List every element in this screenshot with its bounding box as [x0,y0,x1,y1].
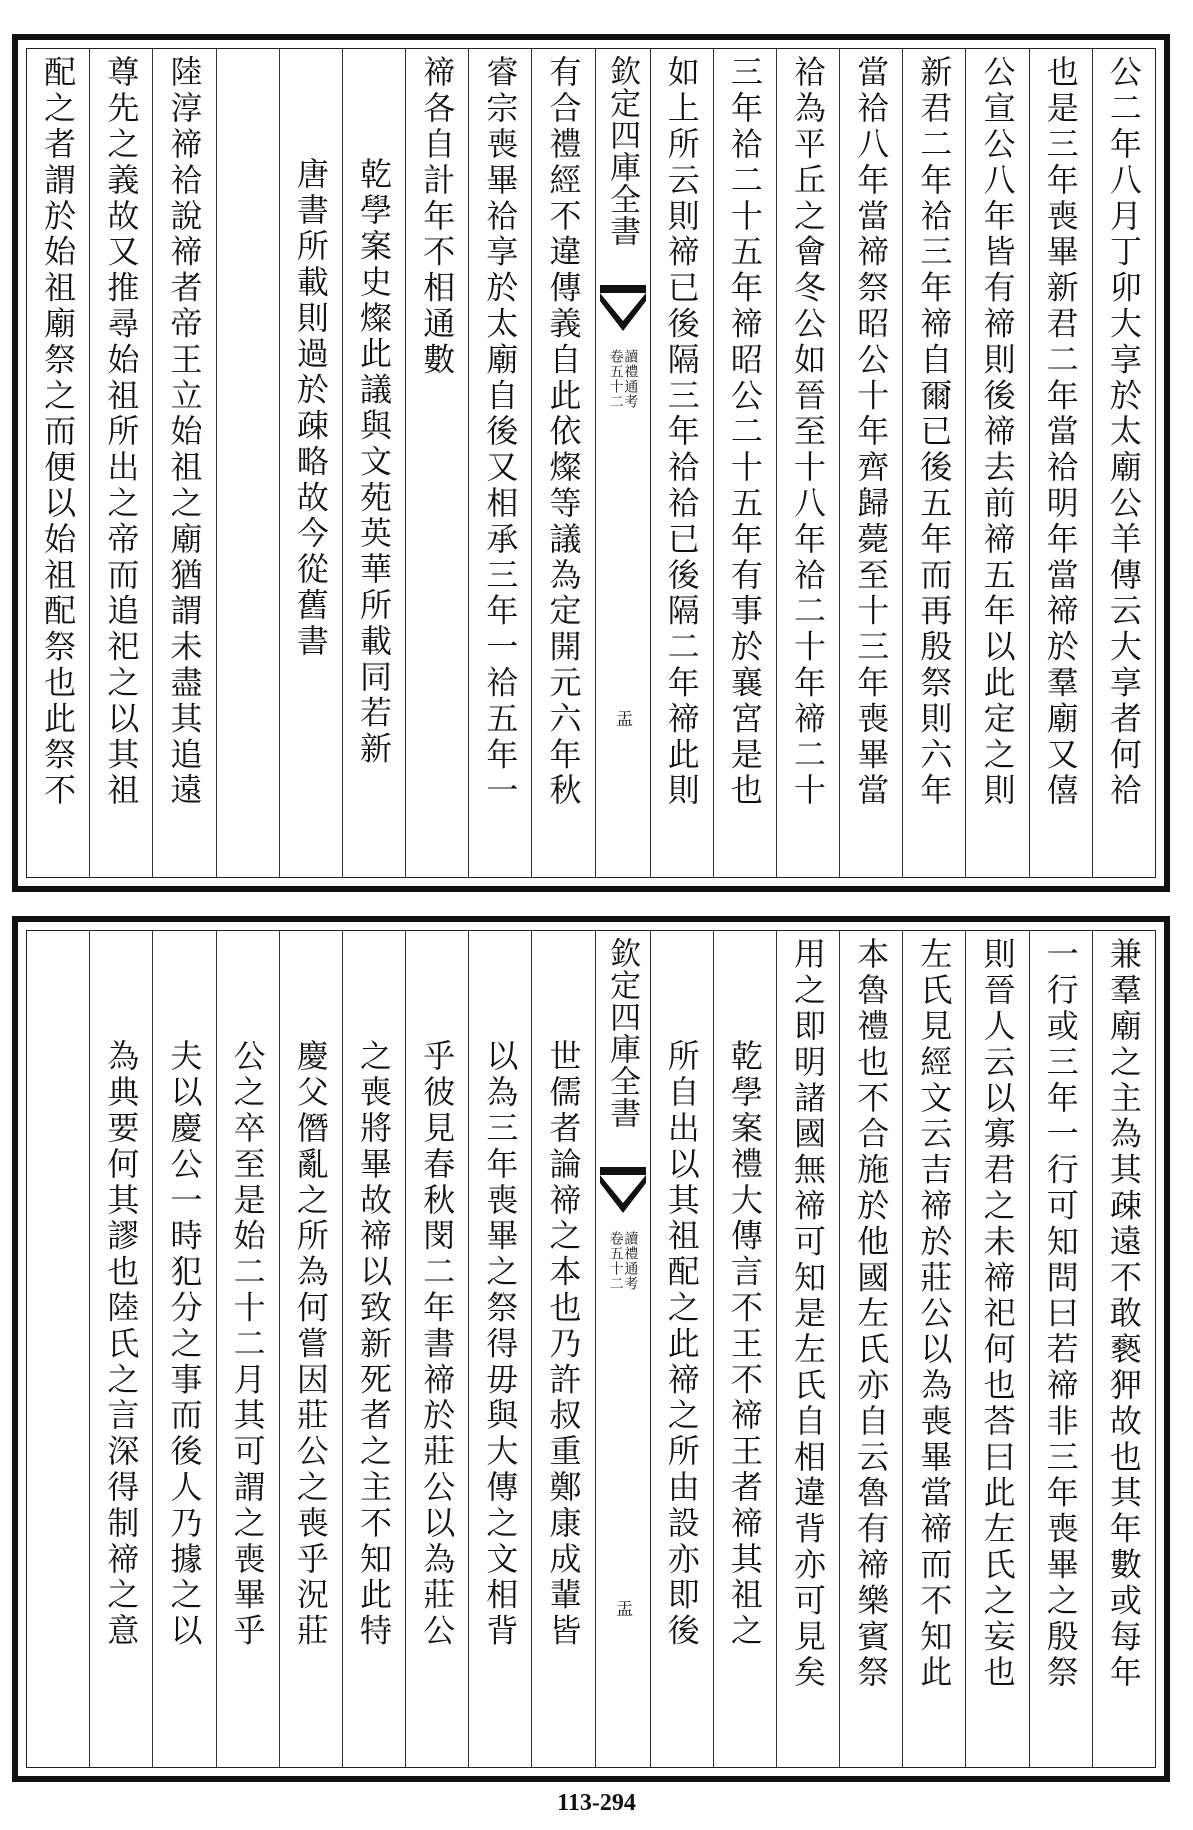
column-text: 本魯禮也不合施於他國左氏亦自云魯有禘樂賓祭 [852,937,891,1691]
volume-juan: 卷五十二 [607,349,624,409]
page-number: 盂 [612,710,633,727]
column-text: 當祫八年當禘祭昭公十年齊歸薨至十三年喪畢當 [852,55,891,809]
text-column [468,49,531,877]
volume-book: 讀禮通考 [622,1231,639,1291]
column-text: 公宣公八年皆有禘則後禘去前禘五年以此定之則 [978,55,1017,809]
text-column [965,49,1028,877]
column-text: 新君二年祫三年禘自爾已後五年而再殷祭則六年 [915,55,954,809]
volume-label [608,349,637,409]
page-text-grid [26,930,1156,1768]
column-text: 公二年八月丁卯大享於太廟公羊傳云大享者何祫 [1104,55,1143,809]
text-column [1092,49,1155,877]
column-text: 乾學案史燦此議與文苑英華所載同若新 [355,157,394,768]
text-column [405,49,468,877]
column-text: 公之卒至是始二十二月其可謂之喪畢乎 [228,1039,267,1650]
page-number: 盂 [612,1600,633,1617]
column-text: 禘各自計年不相通數 [418,55,457,379]
column-text: 三年祫二十五年禘昭公二十五年有事於襄宮是也 [725,55,764,809]
page-text-grid [26,48,1156,878]
text-column [152,931,215,1767]
text-column [89,931,152,1767]
column-text: 睿宗喪畢祫享於太廟自後又相承三年一祫五年一 [481,55,520,809]
text-column [776,49,839,877]
text-column [650,931,713,1767]
center-fold [595,49,650,877]
text-column [713,931,776,1767]
text-column [531,49,594,877]
column-text: 所自出以其祖配之此禘之所由設亦即後 [662,1039,701,1650]
column-text: 為典要何其謬也陸氏之言深得制禘之意 [102,1039,141,1650]
column-text: 夫以慶公一時犯分之事而後人乃據之以 [165,1039,204,1650]
fish-tail-ornament [600,1167,646,1217]
column-text: 慶父僭亂之所為何嘗因莊公之喪乎況莊 [291,1039,330,1650]
column-text: 乾學案禮大傳言不王不禘王者禘其祖之 [725,1039,764,1650]
text-column [89,49,152,877]
column-text: 如上所云則禘已後隔三年祫祫已後隔二年禘此則 [662,55,701,809]
column-text: 配之者謂於始祖廟祭之而便以始祖配祭也此祭不 [39,55,78,809]
text-column [839,49,902,877]
column-text: 唐書所載則過於疎略故今從舊書 [291,157,330,660]
text-column [152,49,215,877]
column-text: 則晉人云以寡君之未禘祀何也荅曰此左氏之妄也 [978,937,1017,1691]
text-column [27,49,89,877]
column-text: 乎彼見春秋閔二年書禘於莊公以為莊公 [418,1039,457,1650]
column-text: 祫為平丘之會冬公如晉至十八年祫二十年禘二十 [789,55,828,809]
column-text: 左氏見經文云吉禘於莊公以為喪畢當禘而不知此 [915,937,954,1691]
text-column [279,931,342,1767]
book-title: 欽定四庫全書 [604,937,641,1129]
text-column [216,931,279,1767]
text-column [27,931,89,1767]
column-text: 之喪將畢故禘以致新死者之主不知此特 [355,1039,394,1650]
fish-tail-ornament [600,285,646,335]
volume-juan: 卷五十二 [607,1231,624,1291]
text-column [216,49,279,877]
footer-page-reference: 113-294 [557,1790,636,1816]
column-text: 有合禮經不違傳義自此依燦等議為定開元六年秋 [544,55,583,809]
text-column [839,931,902,1767]
column-text: 也是三年喪畢新君二年當祫明年當禘於羣廟又僖 [1041,55,1080,809]
center-fold [595,931,650,1767]
text-column [902,49,965,877]
text-column [342,49,405,877]
column-text: 用之即明諸國無禘可知是左氏自相違背亦可見矣 [789,937,828,1691]
text-column [965,931,1028,1767]
text-column [1029,49,1092,877]
text-column [1029,931,1092,1767]
text-column [531,931,594,1767]
text-column [776,931,839,1767]
page-panel-bottom [12,916,1170,1782]
text-column [902,931,965,1767]
volume-book: 讀禮通考 [622,349,639,409]
column-text: 陸淳禘祫說禘者帝王立始祖之廟猶謂未盡其追遠 [165,55,204,809]
text-column [405,931,468,1767]
text-column [342,931,405,1767]
text-column [713,49,776,877]
column-text: 以為三年喪畢之祭得毋與大傳之文相背 [481,1039,520,1650]
column-text: 兼羣廟之主為其疎遠不敢褻狎故也其年數或每年 [1104,937,1143,1691]
text-column [650,49,713,877]
text-column [279,49,342,877]
text-column [468,931,531,1767]
volume-label [608,1231,637,1291]
column-text: 世儒者論禘之本也乃許叔重鄭康成輩皆 [544,1039,583,1650]
page-panel-top [12,34,1170,892]
text-column [1092,931,1155,1767]
book-title: 欽定四庫全書 [604,55,641,247]
column-text: 一行或三年一行可知問曰若禘非三年喪畢之殷祭 [1041,937,1080,1691]
column-text: 尊先之義故又推尋始祖所出之帝而追祀之以其祖 [102,55,141,809]
